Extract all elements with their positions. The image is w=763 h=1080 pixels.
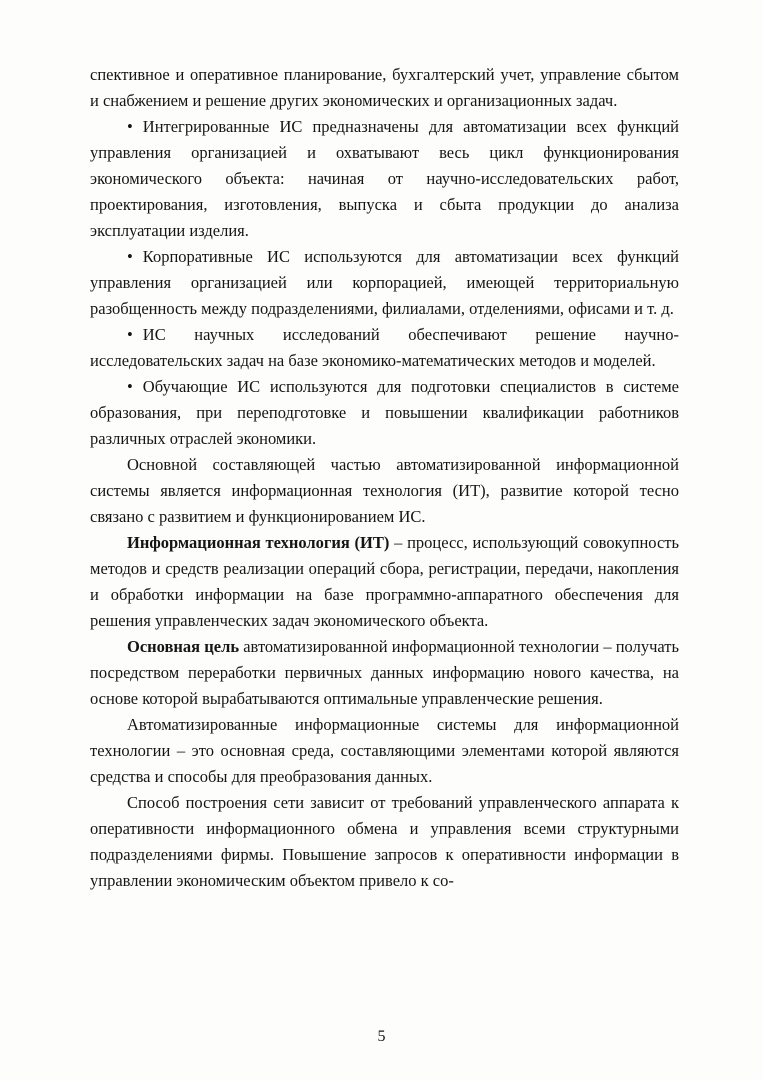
paragraph-text: Способ построения сети зависит от требований управленческого аппарата к оперативности информационного обмена и управления всеми структурными подразделениями фирмы. Повышение запросов к оперативности информации в управлении экономическим объектом привело к со- [90,793,679,890]
paragraph-text: Корпоративные ИС используются для автоматизации всех функций управления организацией или корпорацией, имеющей территориальную разобщенность между подразделениями, филиалами, отделениями, офисами и т. д. [90,247,679,318]
paragraph-text: спективное и оперативное планирование, бухгалтерский учет, управление сбытом и снабжением и решение других экономических и организационных задач. [90,65,679,110]
paragraph-text: – процесс, использующий совокупность методов и средств реализации операций сбора, регистрации, передачи, накопления и обработки информации на базе программно-аппаратного обеспечения для решения управленческих задач экономического объекта. [90,533,680,630]
bullet-icon: • [127,325,133,344]
bullet-paragraph [90,374,679,452]
paragraph [90,62,679,114]
bullet-icon: • [127,247,133,266]
paragraph-text: Обучающие ИС используются для подготовки специалистов в системе образования, при переподготовке и повышении квалификации работников различных отраслей экономики. [90,377,679,448]
paragraph [90,452,679,530]
term-lead: Информационная технология (ИТ) [127,533,390,552]
bullet-paragraph [90,322,679,374]
paragraph [90,634,679,712]
term-lead: Основная цель [127,637,240,656]
paragraph-text: Основной составляющей частью автоматизированной информационной системы является информационная технология (ИТ), развитие которой тесно связано с развитием и функционированием ИС. [90,455,679,526]
bullet-icon: • [127,117,133,136]
bullet-paragraph [90,114,679,244]
paragraph-text: ИС научных исследований обеспечивают решение научно-исследовательских задач на базе экономико-математических методов и моделей. [90,325,679,370]
paragraph-text: Автоматизированные информационные системы для информационной технологии – это основная среда, составляющими элементами которой являются средства и способы для преобразования данных. [90,715,679,786]
paragraph-text: автоматизированной информационной технологии – получать посредством переработки первичных данных информацию нового качества, на основе которой вырабатываются оптимальные управленческие решения. [90,637,680,708]
paragraph [90,790,679,894]
paragraph [90,712,679,790]
page-number: 5 [377,1028,386,1045]
paragraph [90,530,679,634]
bullet-paragraph [90,244,679,322]
paragraph-text: Интегрированные ИС предназначены для автоматизации всех функций управления организацией и охватывают весь цикл функционирования экономического объекта: начиная от научно-исследовательских работ, проектирования, изготовления, выпуска и сбыта продукции до анализа эксплуатации изделия. [90,117,679,240]
bullet-icon: • [127,377,133,396]
